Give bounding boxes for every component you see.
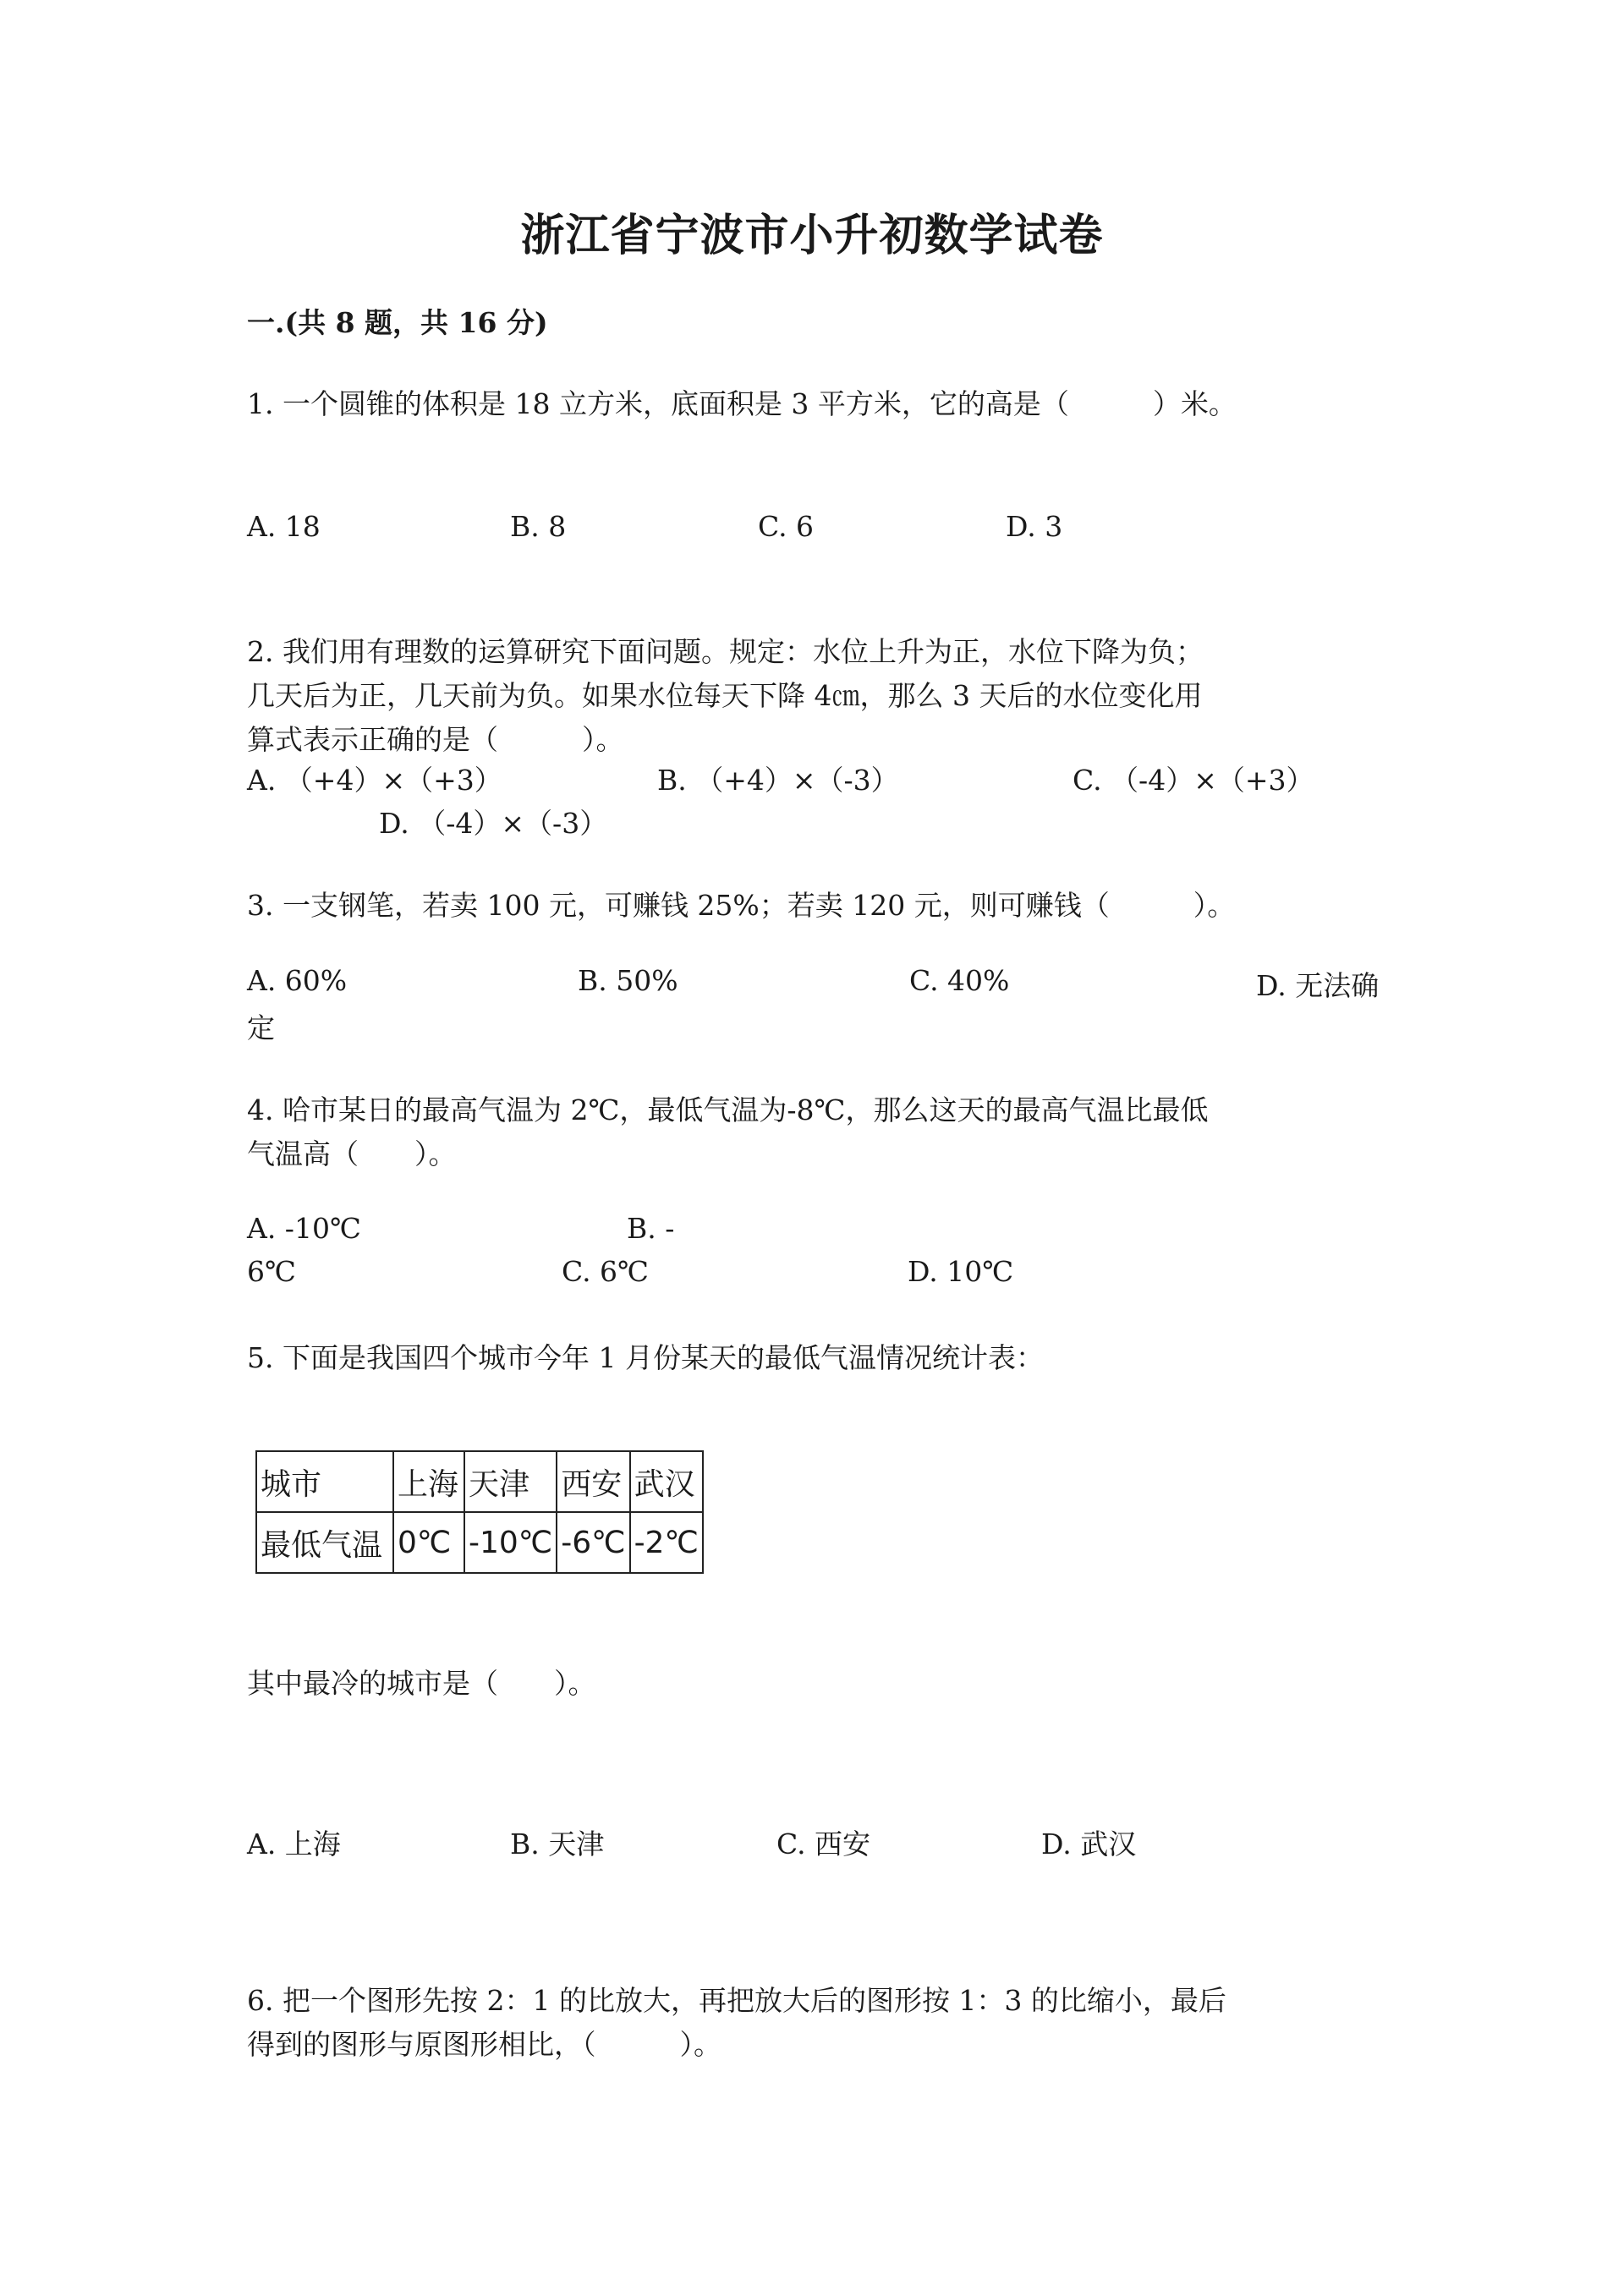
question-2-line-1: 2. 我们用有理数的运算研究下面问题。规定：水位上升为正，水位下降为负；: [247, 635, 1204, 668]
question-3-text: 3. 一支钢笔，若卖 100 元，可赚钱 25%；若卖 120 元，则可赚钱（ ）。: [247, 889, 1236, 922]
q2-option-d: D. （-4）×（-3）: [379, 807, 608, 840]
q3-option-d: D. 无法确: [1256, 969, 1380, 1002]
q4-option-b-wrap: 6℃: [247, 1255, 296, 1288]
table-cell: 0℃: [393, 1512, 464, 1573]
table-cell: 天津: [464, 1451, 557, 1512]
question-5-text: 5. 下面是我国四个城市今年 1 月份某天的最低气温情况统计表：: [247, 1341, 1044, 1374]
question-5-prompt: 其中最冷的城市是（ ）。: [247, 1667, 596, 1700]
q1-option-c: C. 6: [758, 510, 815, 543]
q5-option-b: B. 天津: [510, 1827, 605, 1860]
q3-option-d-wrap: 定: [247, 1011, 275, 1044]
question-6-line-2: 得到的图形与原图形相比，（ ）。: [247, 2028, 721, 2061]
table-cell: -2℃: [630, 1512, 703, 1573]
table-cell: 武汉: [630, 1451, 703, 1512]
q1-option-a: A. 18: [247, 510, 321, 543]
q4-option-b: B. -: [627, 1212, 675, 1245]
q4-option-c: C. 6℃: [562, 1255, 649, 1288]
q2-option-c: C. （-4）×（+3）: [1073, 764, 1314, 797]
question-2-line-3: 算式表示正确的是（ ）。: [247, 723, 624, 756]
question-4-line-2: 气温高（ ）。: [247, 1137, 457, 1170]
temperature-table: [255, 1450, 704, 1574]
q2-option-b: B. （+4）×（-3）: [657, 764, 899, 797]
q1-option-b: B. 8: [510, 510, 567, 543]
q4-option-a: A. -10℃: [247, 1212, 361, 1245]
q2-option-a: A. （+4）×（+3）: [247, 764, 502, 797]
question-1-text: 1. 一个圆锥的体积是 18 立方米，底面积是 3 平方米，它的高是（ ）米。: [247, 387, 1237, 420]
q3-option-c: C. 40%: [909, 964, 1010, 997]
table-row: [256, 1451, 703, 1512]
q3-option-a: A. 60%: [247, 964, 348, 997]
question-4-line-1: 4. 哈市某日的最高气温为 2℃，最低气温为-8℃，那么这天的最高气温比最低: [247, 1093, 1209, 1126]
page-title: 浙江省宁波市小升初数学试卷: [520, 210, 1104, 261]
table-cell: 上海: [393, 1451, 464, 1512]
q4-option-d: D. 10℃: [908, 1255, 1014, 1288]
table-cell: -10℃: [464, 1512, 557, 1573]
table-cell: 最低气温: [256, 1512, 393, 1573]
table-cell: -6℃: [557, 1512, 629, 1573]
q5-option-a: A. 上海: [247, 1827, 341, 1860]
q5-option-d: D. 武汉: [1041, 1827, 1137, 1860]
q3-option-b: B. 50%: [578, 964, 678, 997]
q1-option-d: D. 3: [1006, 510, 1063, 543]
question-6-line-1: 6. 把一个图形先按 2：1 的比放大，再把放大后的图形按 1：3 的比缩小，最后: [247, 1984, 1226, 2017]
section-heading: 一.(共 8 题，共 16 分): [247, 306, 548, 339]
table-row: [256, 1512, 703, 1573]
q5-option-c: C. 西安: [776, 1827, 871, 1860]
question-2-line-2: 几天后为正，几天前为负。如果水位每天下降 4㎝，那么 3 天后的水位变化用: [247, 679, 1203, 712]
table-cell: 城市: [256, 1451, 393, 1512]
table-cell: 西安: [557, 1451, 629, 1512]
